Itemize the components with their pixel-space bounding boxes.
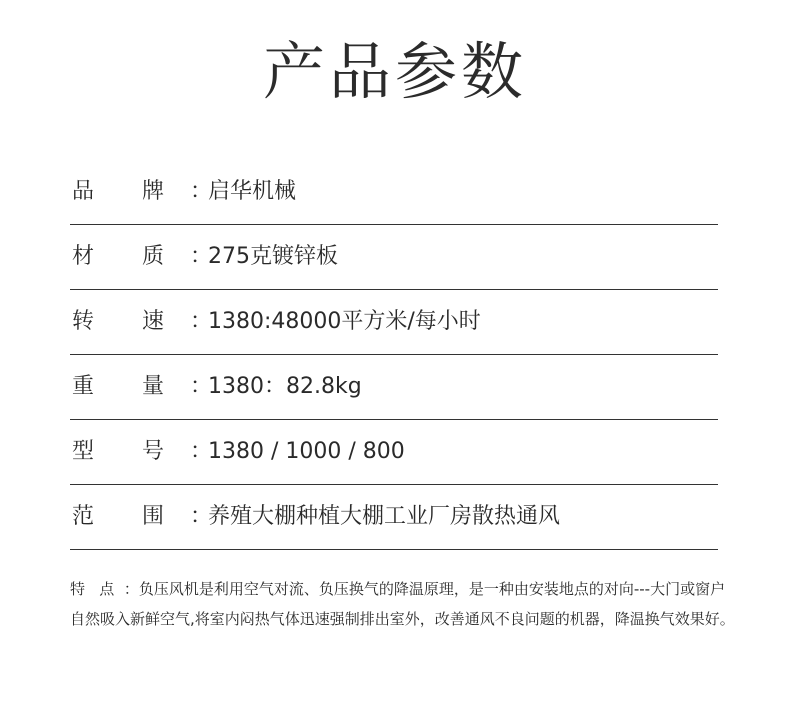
param-label-char: 号	[142, 439, 165, 464]
param-row-weight	[70, 355, 718, 420]
param-value: 养殖大棚种植大棚工业厂房散热通风	[208, 504, 561, 529]
feature-label: 特 点 ：	[70, 580, 139, 598]
param-value: 275克镀锌板	[208, 244, 338, 269]
param-value: 启华机械	[208, 179, 297, 204]
param-label-char: 转	[72, 309, 95, 334]
param-row-scope	[70, 485, 718, 550]
param-label-char: 重	[72, 374, 95, 399]
param-label-char: 速	[142, 309, 165, 334]
param-value: 1380：82.8kg	[208, 374, 362, 399]
param-colon: ：	[190, 439, 213, 464]
param-label-char: 品	[72, 179, 95, 204]
param-label-char: 量	[142, 374, 165, 399]
param-label-char: 质	[142, 244, 165, 269]
feature-paragraph	[70, 574, 735, 634]
param-colon: ：	[190, 244, 213, 269]
param-label-char: 围	[142, 504, 165, 529]
param-value: 1380:48000平方米/每小时	[208, 309, 481, 334]
param-row-model	[70, 420, 718, 485]
page-title: 产品参数	[262, 35, 527, 108]
feature-text: 负压风机是利用空气对流、负压换气的降温原理，是一种由安装地点的对向---大门或窗户自然吸入新鲜空气,将室内闷热气体迅速强制排出室外，改善通风不良问题的机器，降温换气效果好。	[70, 580, 735, 628]
param-label-char: 范	[72, 504, 95, 529]
param-row-speed	[70, 290, 718, 355]
params-table	[70, 160, 718, 550]
param-colon: ：	[190, 309, 213, 334]
param-value: 1380 / 1000 / 800	[208, 439, 405, 464]
param-colon: ：	[190, 179, 213, 204]
param-label-char: 牌	[142, 179, 165, 204]
param-colon: ：	[190, 504, 213, 529]
param-row-brand	[70, 160, 718, 225]
param-label-char: 材	[72, 244, 95, 269]
param-row-material	[70, 225, 718, 290]
param-colon: ：	[190, 374, 213, 399]
param-label-char: 型	[72, 439, 95, 464]
